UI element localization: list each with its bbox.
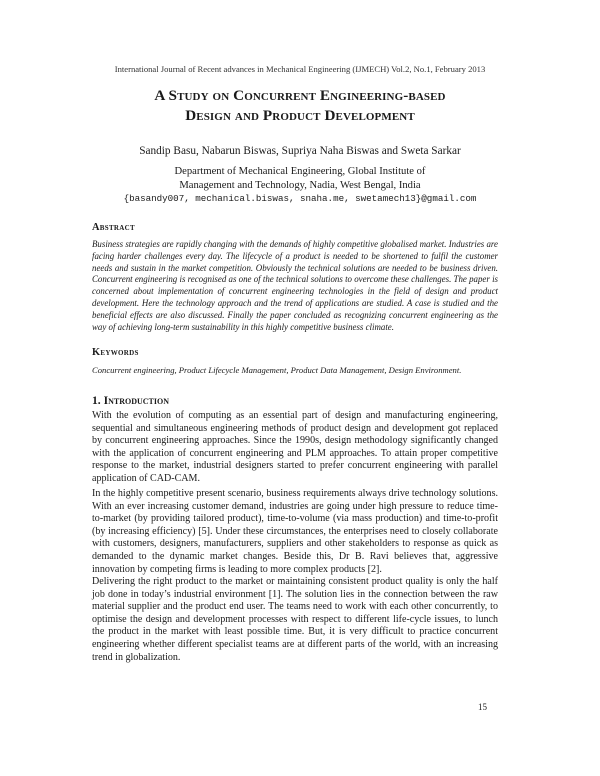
journal-header: International Journal of Recent advances in Mechanical Engineering (IJMECH) Vol.2, No.1, February 2013: [114, 64, 486, 74]
keywords-heading: Keywords: [92, 347, 139, 358]
intro-paragraph: With the evolution of computing as an essential part of design and manufacturing engineering, sequential and simultaneous engineering methods of product design and development got replaced by concurrent engineering approaches. Since the 1990s, design methodology significantly changed with the application of concurrent engineering and PLM approaches. To attain proper competitive response to the market, industrial designers started to prefer concurrent engineering with parallel application of CAD-CAM.: [92, 410, 498, 484]
paper-title: [60, 86, 540, 126]
keywords-text: Concurrent engineering, Product Lifecycle Management, Product Data Management, Design Environment.: [92, 365, 462, 375]
abstract-text: Business strategies are rapidly changing with the demands of highly competitive globalised market. Industries are facing harder challenges every day. The lifecycle of a product is needed to be shortened to fulfil the customer needs and sustain in the market competition. Obviously the technical solutions are needed to be business driven. Concurrent engineering is recognised as one of the technical solutions to overcome these challenges. The paper is concerned about implementation of concurrent engineering technologies in the field of design and product development. Here the technology approach and the trend of applications are studied. A case is studied and the beneficial effects are also discussed. Finally the paper concluded as recognizing concurrent engineering as the way of achieving long-term sustainability in this highly competitive business climate.: [92, 239, 498, 332]
author-emails: {basandy007, mechanical.biswas, snaha.me, swetamech13}@gmail.com: [123, 193, 477, 204]
abstract-heading: Abstract: [92, 222, 135, 233]
introduction-heading: 1. Introduction: [92, 394, 170, 407]
affiliation: Department of Mechanical Engineering, Global Institute of Management and Technology, Nadia, West Bengal, India: [174, 166, 426, 191]
intro-paragraph: In the highly competitive present scenario, business requirements always drive technology solutions. With an ever increasing customer demand, industries are going under high pressure to reduce time-to-market (by providing tailored product), time-to-volume (via mass production) and time-to-profit (by increasing efficiency) [5]. Under these circumstances, the enterprises need to closely collaborate with customers, designers, manufacturers, suppliers and other stakeholders to response as quick as demanded to the dynamic market changes. Beside this, Dr B. Ravi believes that, aggressive innovation by competing firms is leading to more complex products [2].: [92, 488, 498, 575]
authors: Sandip Basu, Nabarun Biswas, Supriya Naha Biswas and Sweta Sarkar: [139, 145, 461, 157]
title-line-2: Design and Product Development: [185, 107, 415, 124]
page-number: 15: [478, 702, 487, 712]
title-line-1: A Study on Concurrent Engineering-based: [154, 87, 446, 104]
intro-paragraph: Delivering the right product to the market or maintaining consistent product quality is only the half job done in today’s industrial environment [1]. The solution lies in the connection between the raw material supplier and the product end user. The teams need to work with each other concurrently, to optimise the design and development processes with respect to different life-cycle issues, to lunch the product in the market with least possible time. But, it is very difficult to practice concurrent engineering whether different specialist teams are at different parts of the world, with an increasing trend in globalization.: [92, 576, 498, 663]
